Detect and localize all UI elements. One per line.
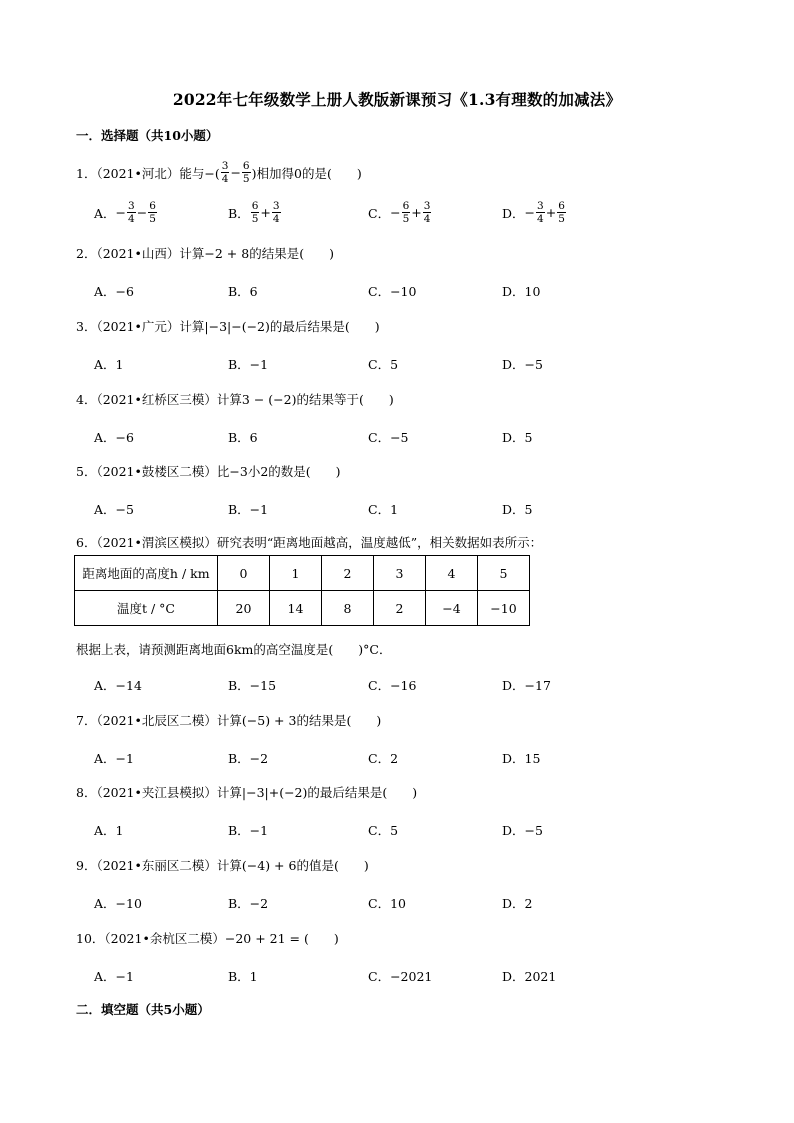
table-cell: 8 [322, 591, 374, 626]
fraction [242, 160, 251, 185]
question-3: 3．（2021•广元）计算|−3|−(−2)的最后结果是( ) [76, 319, 380, 334]
question-4-option-b[interactable]: B．6 [228, 430, 258, 445]
question-9: 9．（2021•东丽区二模）计算(−4) + 6的值是( ) [76, 858, 369, 873]
table-header-height: 距离地面的高度h / km [75, 556, 218, 591]
fraction [148, 200, 157, 225]
question-1 [76, 160, 362, 185]
question-10-option-d[interactable]: D．2021 [502, 969, 557, 984]
question-6-option-b[interactable]: B．−15 [228, 678, 277, 693]
fraction-numerator: 6 [402, 200, 410, 212]
question-5-option-d[interactable]: D．5 [502, 502, 533, 517]
math-operator: + [260, 205, 271, 220]
fraction-denominator: 5 [558, 213, 565, 225]
question-7: 7．（2021•北辰区二模）计算(−5) + 3的结果是( ) [76, 713, 382, 728]
fraction-denominator: 4 [537, 213, 544, 225]
question-2-option-d[interactable]: D．10 [502, 284, 541, 299]
question-7-option-a[interactable]: A．−1 [94, 751, 134, 766]
fraction-numerator: 3 [128, 200, 135, 212]
question-6-option-d[interactable]: D．−17 [502, 678, 551, 693]
fraction-numerator: 3 [423, 200, 431, 212]
math-operator: − [115, 205, 127, 220]
table-cell: 3 [374, 556, 426, 591]
question-8-option-b[interactable]: B．−1 [228, 823, 269, 838]
question-2-option-a[interactable]: A．−6 [94, 284, 134, 299]
question-9-option-a[interactable]: A．−10 [94, 896, 142, 911]
option-label: B． [228, 205, 250, 221]
question-2: 2．（2021•山西）计算−2 + 8的结果是( ) [76, 246, 334, 261]
question-8-option-a[interactable]: A．1 [94, 823, 124, 838]
question-8-option-d[interactable]: D．−5 [502, 823, 543, 838]
fraction [221, 160, 230, 185]
fraction [557, 200, 566, 225]
question-6: 6．（2021•渭滨区模拟）研究表明“距离地面越高，温度越低”，相关数据如表所示： [76, 535, 543, 550]
fraction [536, 200, 545, 225]
fraction-denominator: 4 [128, 213, 135, 225]
fraction-denominator: 5 [251, 213, 259, 225]
question-1-option-a[interactable] [94, 200, 158, 225]
question-1-option-c[interactable] [368, 200, 432, 225]
table-cell: 0 [218, 556, 270, 591]
math-operator: − [136, 205, 148, 220]
fraction-denominator: 4 [272, 213, 280, 225]
section-heading-fill: 二．填空题（共5小题） [76, 1002, 210, 1017]
question-4-option-c[interactable]: C．−5 [368, 430, 409, 445]
fraction-numerator: 3 [537, 200, 544, 212]
question-4-option-a[interactable]: A．−6 [94, 430, 134, 445]
fraction [272, 200, 281, 225]
question-2-option-c[interactable]: C．−10 [368, 284, 417, 299]
question-5-option-c[interactable]: C．1 [368, 502, 399, 517]
question-3-option-a[interactable]: A．1 [94, 357, 124, 372]
fraction-denominator: 5 [402, 213, 410, 225]
fraction [127, 200, 136, 225]
question-6-prompt: 根据上表，请预测距离地面6km的高空温度是( )°C． [76, 642, 392, 657]
option-label: D． [502, 205, 525, 221]
question-3-option-c[interactable]: C．5 [368, 357, 399, 372]
question-1-stem-suffix: )相加得0的是( ) [251, 165, 362, 181]
math-operator: − [524, 205, 536, 220]
question-10-option-a[interactable]: A．−1 [94, 969, 134, 984]
fraction [251, 200, 260, 225]
question-9-option-c[interactable]: C．10 [368, 896, 406, 911]
table-cell: −4 [426, 591, 478, 626]
fraction [423, 200, 432, 225]
question-7-option-b[interactable]: B．−2 [228, 751, 269, 766]
math-operator: + [545, 205, 557, 220]
table-cell: 2 [322, 556, 374, 591]
question-5-option-a[interactable]: A．−5 [94, 502, 134, 517]
option-label: A． [94, 205, 116, 221]
data-table [74, 555, 530, 626]
table-row [75, 591, 530, 626]
math-operator: − [230, 165, 241, 180]
question-9-option-b[interactable]: B．−2 [228, 896, 269, 911]
question-10: 10．（2021•余杭区二模）−20 + 21 = ( ) [76, 931, 339, 946]
question-7-option-d[interactable]: D．15 [502, 751, 541, 766]
question-1-option-b[interactable] [228, 200, 282, 225]
fraction-numerator: 3 [272, 200, 280, 212]
question-1-option-d[interactable] [502, 200, 567, 225]
table-cell: −10 [478, 591, 530, 626]
fraction-numerator: 6 [251, 200, 259, 212]
question-1-stem-prefix: 1．（2021•河北）能与−( [76, 165, 220, 181]
table-cell: 4 [426, 556, 478, 591]
question-3-option-b[interactable]: B．−1 [228, 357, 269, 372]
question-4-option-d[interactable]: D．5 [502, 430, 533, 445]
question-2-option-b[interactable]: B．6 [228, 284, 258, 299]
table-cell: 20 [218, 591, 270, 626]
fraction [402, 200, 411, 225]
question-8-option-c[interactable]: C．5 [368, 823, 399, 838]
option-label: C． [368, 205, 391, 221]
fraction-numerator: 6 [149, 200, 156, 212]
fraction-denominator: 4 [221, 173, 229, 185]
question-10-option-b[interactable]: B．1 [228, 969, 258, 984]
fraction-numerator: 6 [242, 160, 250, 172]
fraction-denominator: 5 [242, 173, 250, 185]
question-5-option-b[interactable]: B．−1 [228, 502, 269, 517]
table-header-temperature: 温度t / °C [75, 591, 218, 626]
table-cell: 14 [270, 591, 322, 626]
fraction-numerator: 3 [221, 160, 229, 172]
fraction-denominator: 5 [149, 213, 156, 225]
math-operator: − [390, 205, 401, 220]
question-4: 4．（2021•红桥区三模）计算3 − (−2)的结果等于( ) [76, 392, 394, 407]
table-row [75, 556, 530, 591]
page-title: 2022年七年级数学上册人教版新课预习《1.3有理数的加减法》 [172, 90, 622, 109]
question-10-option-c[interactable]: C．−2021 [368, 969, 433, 984]
section-heading-choice: 一．选择题（共10小题） [76, 128, 219, 143]
question-6-option-a[interactable]: A．−14 [94, 678, 142, 693]
table-cell: 5 [478, 556, 530, 591]
question-5: 5．（2021•鼓楼区二模）比−3小2的数是( ) [76, 464, 341, 479]
fraction-numerator: 6 [558, 200, 565, 212]
question-8: 8．（2021•夹江县模拟）计算|−3|+(−2)的最后结果是( ) [76, 785, 418, 800]
table-cell: 1 [270, 556, 322, 591]
fraction-denominator: 4 [423, 213, 431, 225]
question-9-option-d[interactable]: D．2 [502, 896, 533, 911]
question-6-option-c[interactable]: C．−16 [368, 678, 417, 693]
question-7-option-c[interactable]: C．2 [368, 751, 399, 766]
table-cell: 2 [374, 591, 426, 626]
math-operator: + [411, 205, 422, 220]
question-1-expression [220, 160, 252, 185]
question-3-option-d[interactable]: D．−5 [502, 357, 543, 372]
